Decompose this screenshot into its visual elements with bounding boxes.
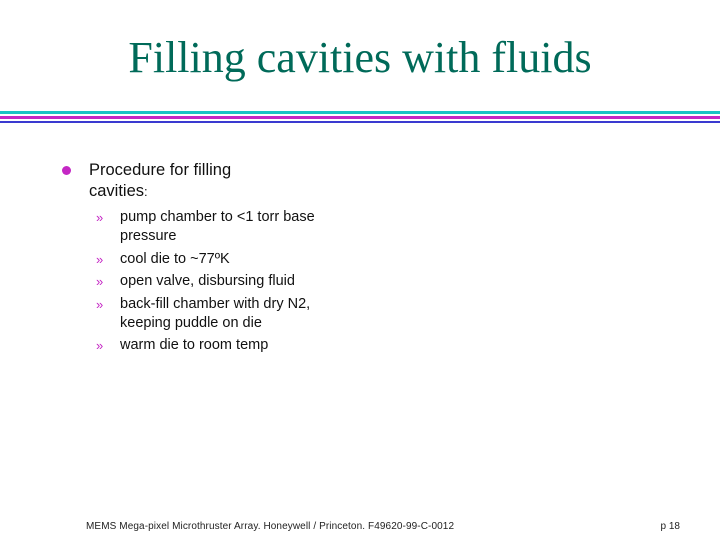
- list-item: [96, 336, 316, 355]
- list-item: [96, 208, 316, 246]
- sub-bullet-marker-icon: »: [96, 210, 104, 225]
- list-item: [96, 250, 316, 269]
- page-number: p 18: [660, 521, 680, 532]
- main-bullet-colon: :: [144, 184, 148, 199]
- slide-footer: MEMS Mega-pixel Microthruster Array. Honeywell / Princeton. F49620-99-C-0012: [86, 521, 455, 532]
- main-bullet-text: Procedure for filling cavities: [89, 161, 232, 200]
- list-item-text: open valve, disbursing fluid: [120, 273, 295, 289]
- title-rule-purple: [0, 116, 720, 119]
- list-item: [96, 295, 316, 333]
- title-rule-blue: [0, 121, 720, 123]
- list-item-text: back-fill chamber with dry N2, keeping puddle on die: [120, 295, 311, 331]
- sub-bullet-list: [96, 208, 316, 359]
- list-item-text: warm die to room temp: [120, 337, 269, 353]
- sub-bullet-marker-icon: »: [96, 296, 104, 312]
- sub-bullet-marker-icon: »: [96, 251, 104, 267]
- title-rule-teal: [0, 111, 720, 114]
- main-bullet: [89, 160, 289, 202]
- list-item-text: pump chamber to <1 torr base pressure: [120, 209, 315, 244]
- list-item-text: cool die to ~77ºK: [120, 250, 230, 267]
- sub-bullet-marker-icon: »: [96, 338, 104, 353]
- list-item: [96, 272, 316, 291]
- sub-bullet-marker-icon: »: [96, 274, 104, 289]
- bullet-dot-icon: [62, 166, 71, 175]
- slide-title: Filling cavities with fluids: [128, 33, 592, 82]
